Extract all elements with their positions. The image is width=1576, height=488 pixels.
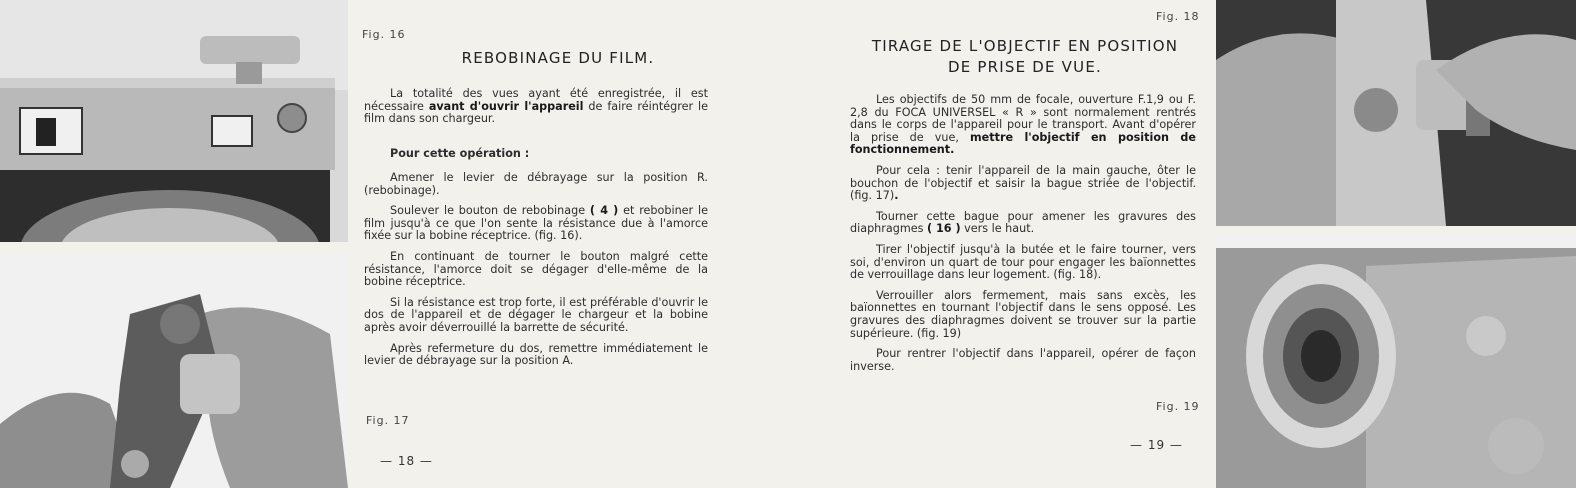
- figure-label: Fig. 19: [1156, 400, 1200, 413]
- paragraph: Les objectifs de 50 mm de focale, ouverture F.1,9 ou F. 2,8 du FOCA UNIVERSEL « R » sont normalement rentrés dans le corps de l'appareil pour le transport. Avant d'opérer la prise de vue, mettre l'objectif en position de fonctionnement.: [850, 93, 1196, 157]
- photo-lens-closeup: [1216, 236, 1576, 488]
- paragraph: Pour rentrer l'objectif dans l'appareil, opérer de façon inverse.: [850, 347, 1196, 373]
- paragraph: Tourner cette bague pour amener les gravures des diaphragmes ( 16 ) vers le haut.: [850, 209, 1196, 236]
- paragraph: La totalité des vues ayant été enregistrée, il est nécessaire avant d'ouvrir l'appareil de faire réintégrer le film dans son chargeur.: [364, 87, 709, 126]
- page-left: [348, 0, 768, 488]
- subheading: Pour cette opération :: [390, 147, 530, 160]
- photo-hands-holding-camera: [0, 254, 348, 488]
- body-text: [850, 94, 1196, 381]
- paragraph: En continuant de tourner le bouton malgré cette résistance, l'amorce doit se dégager d'elle-même de la bobine réceptrice.: [364, 249, 708, 289]
- paragraph: Après refermeture du dos, remettre immédiatement le levier de débrayage sur la position A.: [364, 341, 708, 368]
- photo-pulling-lens: [1216, 0, 1576, 226]
- page-right: [790, 0, 1216, 488]
- paragraph: Soulever le bouton de rebobinage ( 4 ) et rebobiner le film jusqu'à ce que l'on sente la résistance due à l'amorce fixée sur la bobine réceptrice. (fig. 16).: [364, 204, 708, 243]
- page-title: TIRAGE DE L'OBJECTIF EN POSITION DE PRISE DE VUE.: [871, 37, 1179, 76]
- figure-label: Fig. 17: [366, 414, 410, 427]
- photo-camera-top-rewind-knob: [0, 0, 348, 242]
- paragraph: Verrouiller alors fermement, mais sans excès, les baïonnettes en tournant l'objectif dans le sens opposé. Les gravures des diaphragmes doivent se trouver sur la partie supérieure. (fig. 19): [850, 288, 1196, 340]
- figure-label: Fig. 18: [1156, 10, 1200, 23]
- binding-gutter: [770, 0, 790, 488]
- page-number: — 18 —: [380, 454, 433, 468]
- body-text: [364, 88, 708, 134]
- figure-label: Fig. 16: [362, 28, 406, 41]
- body-text: [364, 172, 708, 376]
- paragraph: Tirer l'objectif jusqu'à la butée et le faire tourner, vers soi, d'environ un quart de tour pour engager les baïonnettes de verrouillage dans leur logement. (fig. 18).: [850, 242, 1196, 282]
- page-number: — 19 —: [1130, 438, 1183, 452]
- paragraph: Pour cela : tenir l'appareil de la main gauche, ôter le bouchon de l'objectif et saisir la bague striée de l'objectif. (fig. 17).: [850, 163, 1196, 203]
- page-title: REBOBINAGE DU FILM.: [461, 49, 655, 67]
- paragraph: Amener le levier de débrayage sur la position R. (rebobinage).: [364, 171, 708, 197]
- paragraph: Si la résistance est trop forte, il est préférable d'ouvrir le dos de l'appareil et de dégager le chargeur et la bobine après avoir déverrouillé la barrette de sécurité.: [364, 295, 708, 334]
